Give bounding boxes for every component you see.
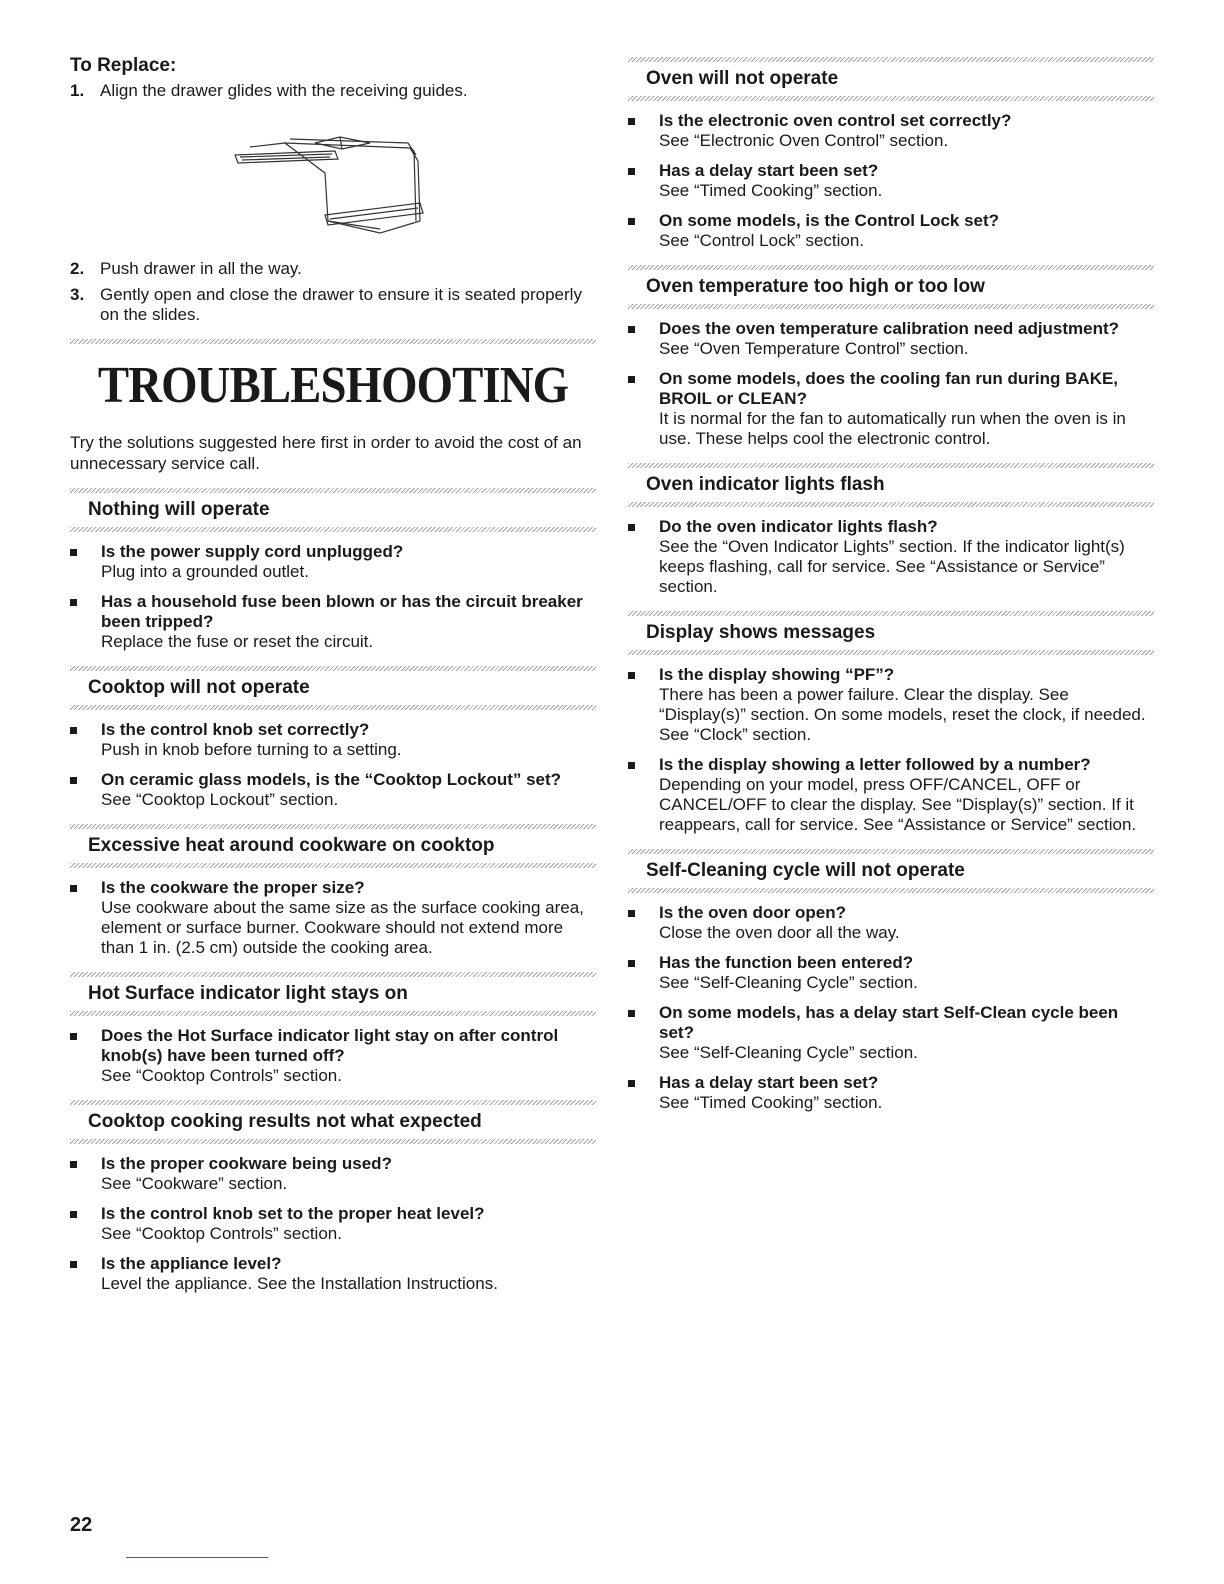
- list-item: [628, 111, 1154, 151]
- bullet-icon: [70, 542, 101, 582]
- divider: [628, 611, 1154, 616]
- bullet-icon: [70, 770, 101, 810]
- list-item: [628, 369, 1154, 449]
- bullet-icon: [628, 111, 659, 151]
- answer: See “Control Lock” section.: [659, 231, 865, 250]
- question: On some models, has a delay start Self-Clean cycle been set?: [659, 1003, 1119, 1042]
- bullet-icon: [70, 720, 101, 760]
- bullet-icon: [70, 878, 101, 958]
- page-title: TROUBLESHOOTING: [97, 357, 569, 414]
- divider: [70, 666, 596, 671]
- divider: [70, 1139, 596, 1144]
- answer: It is normal for the fan to automatically run when the oven is in use. These helps cool the electronic control.: [659, 409, 1126, 448]
- bullet-icon: [70, 1154, 101, 1194]
- bullet-icon: [628, 369, 659, 449]
- bullet-icon: [628, 903, 659, 943]
- question: Is the appliance level?: [101, 1254, 282, 1273]
- list-item: [628, 665, 1154, 745]
- answer: See “Self-Cleaning Cycle” section.: [659, 973, 918, 992]
- answer: Depending on your model, press OFF/CANCEL, OFF or CANCEL/OFF to clear the display. See “Display(s)” section. If it reappears, call for service. See “Assistance or Service” section.: [659, 775, 1137, 834]
- divider: [628, 888, 1154, 893]
- list-item: [70, 1154, 596, 1194]
- section-display-messages: [628, 611, 1154, 835]
- divider: [70, 863, 596, 868]
- bullet-icon: [70, 592, 101, 652]
- list-item: [628, 953, 1154, 993]
- answer: There has been a power failure. Clear the display. See “Display(s)” section. On some models, reset the clock, if needed. See “Clock” section.: [659, 685, 1146, 744]
- list-item: [70, 542, 596, 582]
- answer: See “Cooktop Controls” section.: [101, 1066, 342, 1085]
- answer: See the “Oven Indicator Lights” section. If the indicator light(s) keeps flashing, call for service. See “Assistance or Service” section.: [659, 537, 1125, 596]
- bullet-icon: [70, 1026, 101, 1086]
- section-heading: Oven temperature too high or too low: [646, 276, 985, 297]
- step-text: Gently open and close the drawer to ensure it is seated properly on the slides.: [100, 285, 582, 324]
- question: Is the display showing “PF”?: [659, 665, 895, 684]
- drawer-glide-illustration: [70, 103, 596, 253]
- section-heading: Cooktop cooking results not what expected: [88, 1111, 482, 1132]
- section-heading: Nothing will operate: [88, 499, 270, 520]
- page-number: 22: [70, 1514, 93, 1536]
- list-item: [70, 1254, 596, 1294]
- section-cooktop-cooking-results: [70, 1100, 596, 1294]
- section-heading: Display shows messages: [646, 622, 876, 643]
- answer: Close the oven door all the way.: [659, 923, 900, 942]
- question: Is the power supply cord unplugged?: [101, 542, 404, 561]
- section-heading: Excessive heat around cookware on cooktop: [88, 835, 495, 856]
- list-item: [628, 1073, 1154, 1113]
- divider: [70, 1100, 596, 1105]
- section-heading: Cooktop will not operate: [88, 677, 310, 698]
- list-item: [628, 319, 1154, 359]
- list-item: [628, 903, 1154, 943]
- section-excessive-heat: [70, 824, 596, 958]
- divider: [628, 265, 1154, 270]
- bullet-icon: [628, 953, 659, 993]
- step-number: 1.: [70, 81, 85, 100]
- list-item: [628, 517, 1154, 597]
- bullet-icon: [628, 211, 659, 251]
- left-column: [70, 55, 596, 1308]
- answer: See “Timed Cooking” section.: [659, 1093, 883, 1112]
- step-text: Align the drawer glides with the receiving guides.: [100, 81, 468, 100]
- list-item: [628, 211, 1154, 251]
- section-cooktop-will-not-operate: [70, 666, 596, 810]
- divider: [70, 527, 596, 532]
- divider: [70, 339, 596, 344]
- divider: [628, 849, 1154, 854]
- section-hot-surface-indicator: [70, 972, 596, 1086]
- question: On ceramic glass models, is the “Cooktop Lockout” set?: [101, 770, 562, 789]
- section-heading: Hot Surface indicator light stays on: [88, 983, 408, 1004]
- question: Is the control knob set to the proper heat level?: [101, 1204, 485, 1223]
- section-heading: Oven indicator lights flash: [646, 474, 885, 495]
- question: On some models, does the cooling fan run during BAKE, BROIL or CLEAN?: [659, 369, 1119, 408]
- right-column: [628, 57, 1154, 1127]
- section-nothing-will-operate: [70, 488, 596, 652]
- answer: See “Cooktop Lockout” section.: [101, 790, 339, 809]
- divider: [628, 57, 1154, 62]
- bullet-icon: [628, 161, 659, 201]
- question: Does the oven temperature calibration need adjustment?: [659, 319, 1120, 338]
- question: Is the cookware the proper size?: [101, 878, 365, 897]
- answer: Use cookware about the same size as the surface cooking area, element or surface burner. Cookware should not extend more than 1 in. (2.5 cm) outside the cooking area.: [101, 898, 584, 957]
- section-oven-will-not-operate: [628, 57, 1154, 251]
- divider: [628, 650, 1154, 655]
- divider: [70, 1011, 596, 1016]
- to-replace-heading: To Replace:: [70, 55, 177, 76]
- divider: [70, 972, 596, 977]
- bullet-icon: [628, 517, 659, 597]
- answer: See “Oven Temperature Control” section.: [659, 339, 969, 358]
- list-item: [70, 878, 596, 958]
- bullet-icon: [70, 1204, 101, 1244]
- list-item: [70, 1026, 596, 1086]
- answer: See “Cooktop Controls” section.: [101, 1224, 342, 1243]
- section-self-cleaning: [628, 849, 1154, 1113]
- answer: See “Self-Cleaning Cycle” section.: [659, 1043, 918, 1062]
- bullet-icon: [628, 755, 659, 835]
- list-item: [70, 770, 596, 810]
- footer-rule: [126, 1557, 268, 1558]
- bullet-icon: [628, 1003, 659, 1063]
- step-number: 3.: [70, 285, 85, 304]
- list-item: [70, 592, 596, 652]
- list-item: [628, 755, 1154, 835]
- step-number: 2.: [70, 259, 85, 278]
- answer: See “Electronic Oven Control” section.: [659, 131, 949, 150]
- replace-step: [70, 81, 596, 101]
- question: Is the control knob set correctly?: [101, 720, 370, 739]
- intro-text: Try the solutions suggested here first in order to avoid the cost of an unnecessary service call.: [70, 433, 582, 473]
- divider: [70, 824, 596, 829]
- list-item: [70, 720, 596, 760]
- bullet-icon: [628, 665, 659, 745]
- question: Has a household fuse been blown or has the circuit breaker been tripped?: [101, 592, 583, 631]
- question: Has a delay start been set?: [659, 1073, 879, 1092]
- question: Is the display showing a letter followed by a number?: [659, 755, 1091, 774]
- step-text: Push drawer in all the way.: [100, 259, 302, 278]
- section-oven-temperature: [628, 265, 1154, 449]
- divider: [628, 304, 1154, 309]
- divider: [70, 705, 596, 710]
- answer: Plug into a grounded outlet.: [101, 562, 309, 581]
- list-item: [70, 1204, 596, 1244]
- divider: [628, 463, 1154, 468]
- bullet-icon: [628, 319, 659, 359]
- answer: See “Cookware” section.: [101, 1174, 288, 1193]
- list-item: [628, 1003, 1154, 1063]
- question: Has a delay start been set?: [659, 161, 879, 180]
- answer: See “Timed Cooking” section.: [659, 181, 883, 200]
- replace-step: [70, 285, 596, 325]
- divider: [628, 96, 1154, 101]
- question: Is the oven door open?: [659, 903, 847, 922]
- question: Is the electronic oven control set correctly?: [659, 111, 1012, 130]
- divider: [70, 488, 596, 493]
- question: On some models, is the Control Lock set?: [659, 211, 1000, 230]
- answer: Push in knob before turning to a setting.: [101, 740, 402, 759]
- replace-step: [70, 259, 596, 279]
- section-heading: Oven will not operate: [646, 68, 839, 89]
- bullet-icon: [628, 1073, 659, 1113]
- answer: Level the appliance. See the Installation Instructions.: [101, 1274, 498, 1293]
- section-heading: Self-Cleaning cycle will not operate: [646, 860, 965, 881]
- question: Does the Hot Surface indicator light stay on after control knob(s) have been turned off?: [101, 1026, 559, 1065]
- list-item: [628, 161, 1154, 201]
- drawer-glide-icon: [230, 103, 500, 253]
- section-oven-indicator-lights: [628, 463, 1154, 597]
- question: Do the oven indicator lights flash?: [659, 517, 938, 536]
- question: Has the function been entered?: [659, 953, 914, 972]
- answer: Replace the fuse or reset the circuit.: [101, 632, 374, 651]
- question: Is the proper cookware being used?: [101, 1154, 392, 1173]
- bullet-icon: [70, 1254, 101, 1294]
- divider: [628, 502, 1154, 507]
